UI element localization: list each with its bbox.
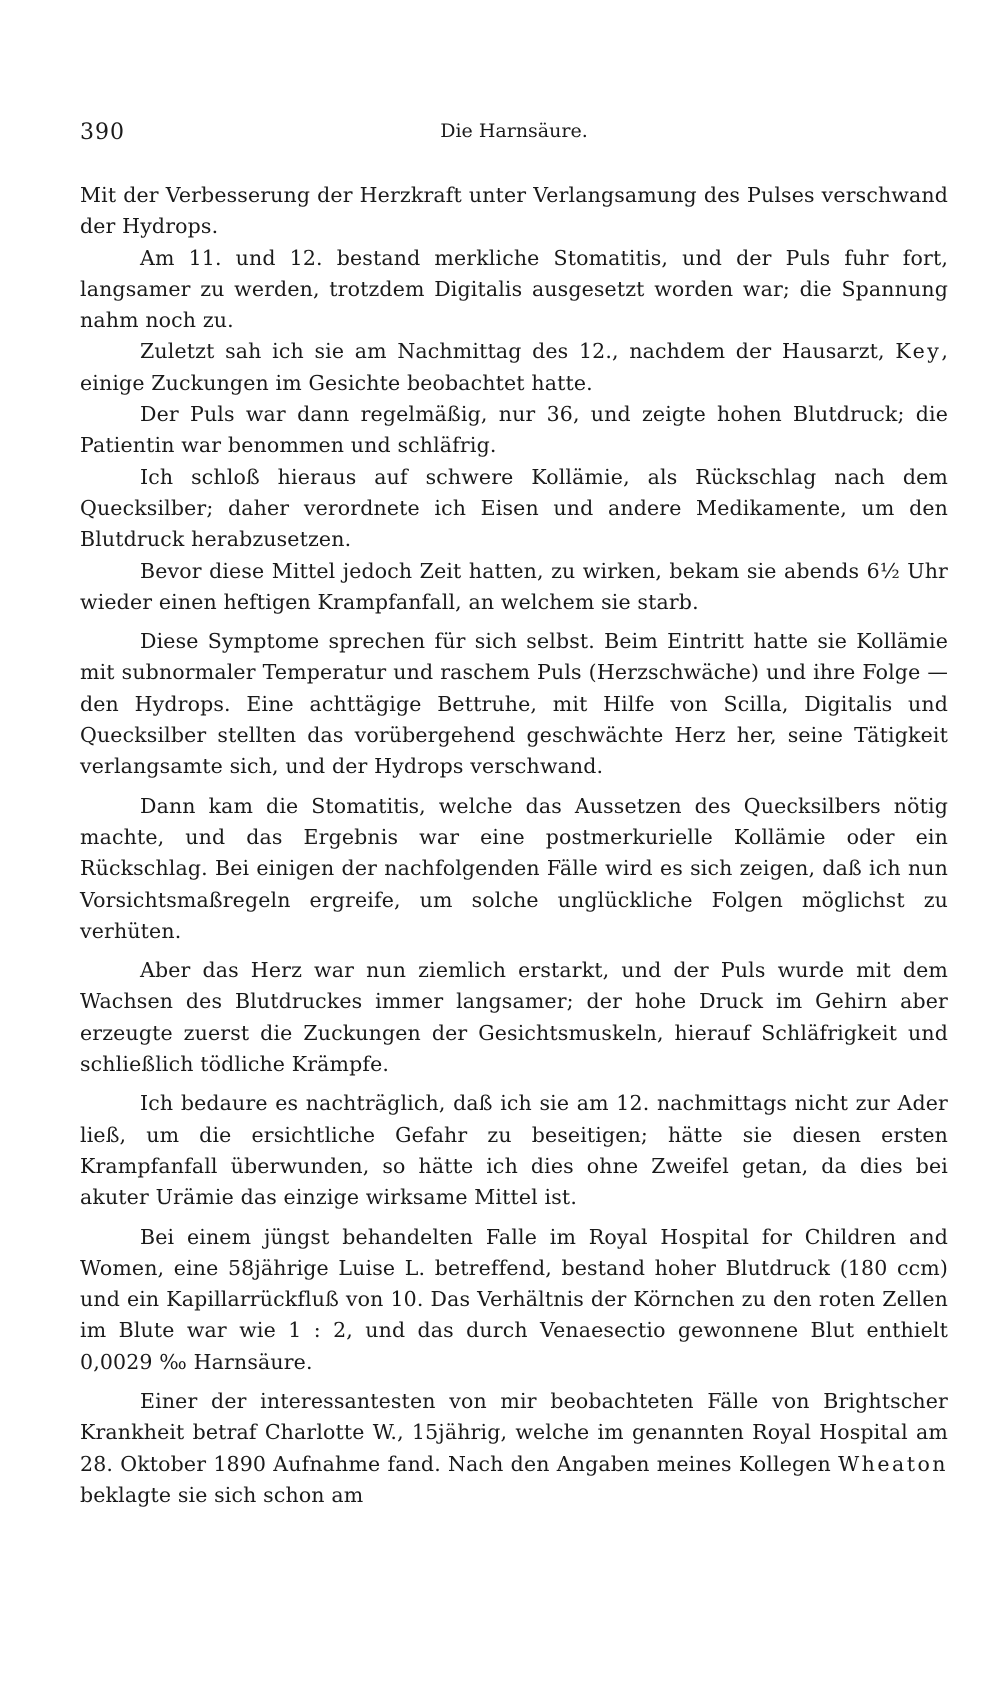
paragraph-12-end: beklagte sie sich schon am <box>80 1482 364 1507</box>
paragraph-4: Der Puls war dann regelmäßig, nur 36, und zeigte hohen Blutdruck; die Patientin war benommen und schläfrig. <box>80 402 948 458</box>
paragraph-3 <box>80 336 948 399</box>
person-name-wheaton: Wheaton <box>838 1451 948 1476</box>
paragraph-8: Dann kam die Stomatitis, welche das Aussetzen des Quecksilbers nötig machte, und das Ergebnis war eine postmerkurielle Kollämie oder ein Rückschlag. Bei einigen der nachfolgenden Fälle wird es sich zeigen, daß ich nun Vorsichtsmaßregeln ergreife, um solche unglückliche Folgen möglichst zu verhüten. <box>80 793 948 943</box>
running-title: Die Harnsäure. <box>440 120 588 142</box>
paragraph-12 <box>80 1386 948 1511</box>
paragraph-3-end: , einige Zuckungen im Gesichte beobachtet hatte. <box>80 339 948 395</box>
body-text <box>80 180 948 1511</box>
page-number: 390 <box>80 120 125 145</box>
paragraph-5: Ich schloß hieraus auf schwere Kollämie, als Rückschlag nach dem Quecksilber; daher verordnete ich Eisen und andere Medikamente, um den Blutdruck herabzusetzen. <box>80 464 948 552</box>
page-header <box>80 120 948 156</box>
paragraph-7: Diese Symptome sprechen für sich selbst. Beim Eintritt hatte sie Kollämie mit subnormaler Temperatur und raschem Puls (Herzschwäche) und ihre Folge — den Hydrops. Eine achttägige Bettruhe, mit Hilfe von Scilla, Digitalis und Quecksilber stellten das vorübergehend geschwächte Herz her, seine Tätigkeit verlangsamte sich, und der Hydrops verschwand. <box>80 629 948 779</box>
paragraph-10: Ich bedaure es nachträglich, daß ich sie am 12. nachmittags nicht zur Ader ließ, um die ersichtliche Gefahr zu beseitigen; hätte sie diesen ersten Krampfanfall überwunden, so hätte ich dies ohne Zweifel getan, da dies bei akuter Urämie das einzige wirksame Mittel ist. <box>80 1091 948 1210</box>
person-name-key: Key <box>895 339 942 364</box>
paragraph-12-start: Einer der interessantesten von mir beobachteten Fälle von Brightscher Krankheit betraf Charlotte W., 15jährig, welche im genannten Royal Hospital am 28. Oktober 1890 Aufnahme fand. Nach den Angaben meines Kollegen <box>80 1388 948 1476</box>
paragraph-11: Bei einem jüngst behandelten Falle im Royal Hospital for Children and Women, eine 58jährige Luise L. betreffend, bestand hoher Blutdruck (180 ccm) und ein Kapillarrückfluß von 10. Das Verhältnis der Körnchen zu den roten Zellen im Blute war wie 1 : 2, und das durch Venaesectio gewonnene Blut enthielt 0,0029 ‰ Harnsäure. <box>80 1224 948 1374</box>
paragraph-1: Mit der Verbesserung der Herzkraft unter Verlangsamung des Pulses verschwand der Hydrops. <box>80 183 948 239</box>
paragraph-2: Am 11. und 12. bestand merkliche Stomatitis, und der Puls fuhr fort, langsamer zu werden, trotzdem Digitalis ausgesetzt worden war; die Spannung nahm noch zu. <box>80 245 948 333</box>
paragraph-3-start: Zuletzt sah ich sie am Nachmittag des 12., nachdem der Hausarzt, <box>140 339 896 364</box>
paragraph-9: Aber das Herz war nun ziemlich erstarkt, und der Puls wurde mit dem Wachsen des Blutdruckes immer langsamer; der hohe Druck im Gehirn aber erzeugte zuerst die Zuckungen der Gesichtsmuskeln, hierauf Schläfrigkeit und schließlich tödliche Krämpfe. <box>80 958 948 1077</box>
paragraph-6: Bevor diese Mittel jedoch Zeit hatten, zu wirken, bekam sie abends 6½ Uhr wieder einen heftigen Krampfanfall, an welchem sie starb. <box>80 558 948 614</box>
